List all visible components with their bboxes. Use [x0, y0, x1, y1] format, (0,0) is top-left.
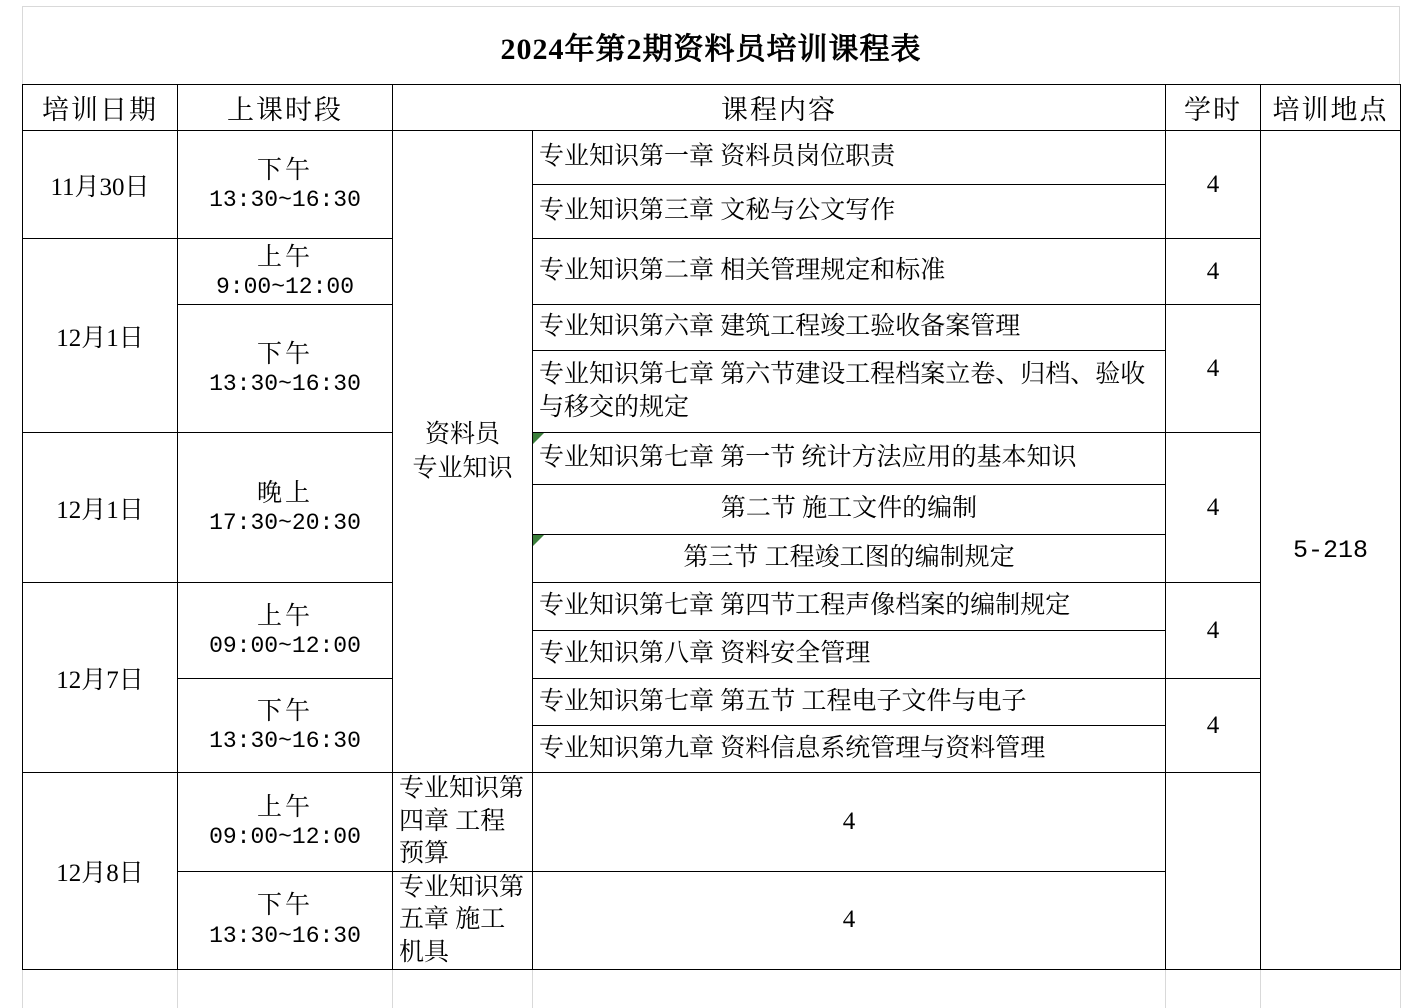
cell-period: [178, 871, 393, 970]
table-filler-row: [23, 970, 1401, 1008]
cell-course: 专业知识第三章 文秘与公文写作: [533, 185, 1166, 239]
period-label: 上午: [256, 243, 313, 271]
cell-date: 12月1日: [23, 433, 178, 583]
table-row: [23, 239, 1401, 305]
period-time: 13:30~16:30: [209, 922, 361, 949]
cell-hours: 4: [1166, 239, 1261, 305]
cell-course: 专业知识第五章 施工机具: [393, 871, 533, 970]
cell-course: 专业知识第四章 工程预算: [393, 773, 533, 872]
table-row: [23, 433, 1401, 485]
training-schedule-table: [22, 84, 1401, 1008]
filler-cell: [178, 970, 393, 1008]
cell-course: 专业知识第八章 资料安全管理: [533, 631, 1166, 679]
cell-period: [178, 131, 393, 239]
period-time: 9:00~12:00: [215, 273, 355, 300]
table-row: [23, 679, 1401, 726]
period-time: 09:00~12:00: [209, 632, 361, 659]
cell-course: 专业知识第七章 第五节 工程电子文件与电子: [533, 679, 1166, 726]
cell-course: 专业知识第二章 相关管理规定和标准: [533, 239, 1166, 305]
cell-period: [178, 239, 393, 305]
period-label: 上午: [256, 602, 313, 630]
cell-course: 第二节 施工文件的编制: [533, 485, 1166, 535]
course-text: 专业知识第七章 第一节 统计方法应用的基本知识: [539, 444, 1077, 472]
cell-date: 12月1日: [23, 239, 178, 433]
period-label: 晚上: [256, 479, 313, 507]
cell-period: [178, 679, 393, 773]
period-label: 上午: [256, 793, 313, 821]
filler-cell: [1166, 970, 1261, 1008]
cell-course: 专业知识第六章 建筑工程竣工验收备案管理: [533, 305, 1166, 351]
cell-course: 专业知识第七章 第六节建设工程档案立卷、归档、验收与移交的规定: [533, 351, 1166, 433]
filler-cell: [1261, 970, 1401, 1008]
table-row: [23, 583, 1401, 631]
filler-cell: [393, 970, 533, 1008]
column-header-location: 培训地点: [1261, 85, 1401, 131]
cell-course: [533, 583, 1166, 631]
period-time: 13:30~16:30: [209, 727, 361, 754]
cell-hours: 4: [1166, 131, 1261, 239]
column-header-hours: 学时: [1166, 85, 1261, 131]
cell-course: [533, 433, 1166, 485]
cell-period: [178, 773, 393, 872]
subject-line-2: 专业知识: [412, 454, 513, 482]
page-title: 2024年第2期资料员培训课程表: [500, 32, 922, 66]
column-header-course: 课程内容: [393, 85, 1166, 131]
cell-hours: 4: [533, 773, 1166, 872]
period-label: 下午: [256, 156, 313, 184]
cell-location: 5-218: [1261, 131, 1401, 970]
cell-course: [533, 535, 1166, 583]
period-time: 09:00~12:00: [209, 824, 361, 850]
table-row: [23, 871, 1401, 970]
cell-hours: 4: [1166, 679, 1261, 773]
filler-cell: [23, 970, 178, 1008]
cell-hours: 4: [1166, 583, 1261, 679]
cell-period: [178, 305, 393, 433]
period-label: 下午: [256, 697, 313, 725]
cell-hours: 4: [1166, 305, 1261, 433]
course-text: 专业知识第七章 第四节工程声像档案的编制规定: [539, 592, 1071, 620]
filler-cell: [533, 970, 1166, 1008]
cell-period: [178, 433, 393, 583]
cell-course: 专业知识第一章 资料员岗位职责: [533, 131, 1166, 185]
table-row: [23, 773, 1401, 872]
cell-date: 12月8日: [23, 773, 178, 970]
cell-course: 专业知识第九章 资料信息系统管理与资料管理: [533, 726, 1166, 773]
cell-period: [178, 583, 393, 679]
subject-line-1: 资料员: [424, 420, 500, 448]
comment-marker-icon: [533, 433, 544, 444]
cell-date: 11月30日: [23, 131, 178, 239]
comment-marker-icon: [533, 535, 544, 546]
cell-hours: 4: [533, 871, 1166, 970]
period-time: 13:30~16:30: [209, 370, 361, 397]
period-time: 13:30~16:30: [209, 186, 361, 213]
table-header-row: [23, 85, 1401, 131]
column-header-date: 培训日期: [23, 85, 178, 131]
table-row: [23, 305, 1401, 351]
cell-date: 12月7日: [23, 583, 178, 773]
period-label: 下午: [256, 892, 313, 920]
column-header-period: 上课时段: [178, 85, 393, 131]
period-time: 17:30~20:30: [209, 509, 361, 536]
cell-hours: 4: [1166, 433, 1261, 583]
cell-subject: [393, 131, 533, 773]
table-row: [23, 131, 1401, 185]
course-text: 第三节 工程竣工图的编制规定: [683, 544, 1015, 572]
document-title-bar: [22, 6, 1400, 84]
period-label: 下午: [256, 340, 313, 368]
